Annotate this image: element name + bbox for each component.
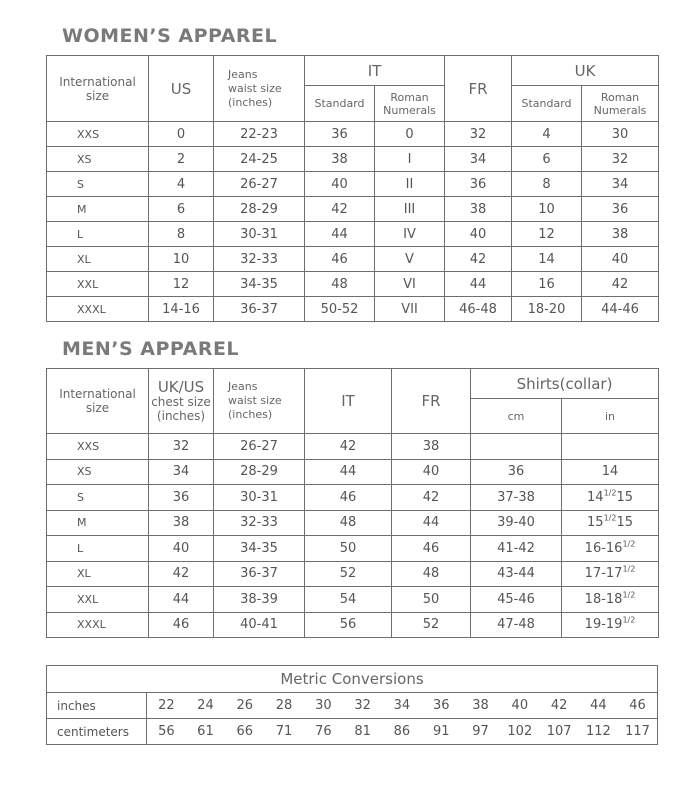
women-cell: XXXL bbox=[47, 297, 149, 322]
men-cell: 44 bbox=[149, 587, 214, 613]
women-cell: 30-31 bbox=[214, 222, 305, 247]
men-cell: 52 bbox=[392, 612, 471, 638]
metric-centimeters-value: 76 bbox=[315, 724, 332, 739]
women-cell: 42 bbox=[305, 197, 375, 222]
women-cell: 40 bbox=[305, 172, 375, 197]
women-cell: VI bbox=[375, 272, 445, 297]
men-row bbox=[47, 459, 659, 485]
men-cell: 38 bbox=[149, 510, 214, 536]
men-cell: $14^{1/2}15$ bbox=[562, 485, 659, 511]
women-row bbox=[47, 122, 659, 147]
women-cell: 18-20 bbox=[512, 297, 582, 322]
col-uk: UK bbox=[512, 56, 659, 86]
metric-centimeters-value: 97 bbox=[472, 724, 489, 739]
women-cell: L bbox=[47, 222, 149, 247]
women-cell: 4 bbox=[512, 122, 582, 147]
metric-conversions-table bbox=[46, 665, 658, 745]
metric-centimeters-value: 81 bbox=[354, 724, 371, 739]
women-cell: 2 bbox=[149, 147, 214, 172]
women-cell: 14 bbox=[512, 247, 582, 272]
metric-centimeters-value: 61 bbox=[197, 724, 214, 739]
metric-inches-label: inches bbox=[47, 693, 147, 719]
men-cell: 40 bbox=[149, 536, 214, 562]
metric-centimeters-value: 117 bbox=[625, 724, 650, 739]
women-cell: 34-35 bbox=[214, 272, 305, 297]
metric-centimeters-value: 71 bbox=[275, 724, 293, 739]
women-cell: 42 bbox=[582, 272, 659, 297]
women-cell: 46 bbox=[305, 247, 375, 272]
men-cell: $18-18^{1/2}$ bbox=[562, 587, 659, 613]
women-cell: II bbox=[375, 172, 445, 197]
men-cell: $17-17^{1/2}$ bbox=[562, 561, 659, 587]
metric-inches-value: 44 bbox=[579, 693, 618, 719]
col-us: US bbox=[149, 56, 214, 122]
men-cell: 32-33 bbox=[214, 510, 305, 536]
women-cell: 0 bbox=[375, 122, 445, 147]
men-cell: XL bbox=[47, 561, 149, 587]
women-cell: 36-37 bbox=[214, 297, 305, 322]
women-cell: 36 bbox=[582, 197, 659, 222]
men-cell: XXXL bbox=[47, 612, 149, 638]
men-col-international-size: International size bbox=[47, 369, 149, 434]
women-cell: 32 bbox=[445, 122, 512, 147]
men-cell: 42 bbox=[392, 485, 471, 511]
women-cell: 32 bbox=[582, 147, 659, 172]
metric-inches-value: 28 bbox=[264, 693, 303, 719]
women-cell: III bbox=[375, 197, 445, 222]
men-row bbox=[47, 612, 659, 638]
col-uk-roman: Roman Numerals bbox=[582, 86, 659, 122]
men-title: MEN’S APPAREL bbox=[62, 338, 240, 360]
men-cell: 14 bbox=[562, 459, 659, 485]
women-cell: 44 bbox=[305, 222, 375, 247]
metric-inches-value: 36 bbox=[422, 693, 461, 719]
men-cell: 50 bbox=[305, 536, 392, 562]
women-cell: 34 bbox=[445, 147, 512, 172]
metric-centimeters-value: 56 bbox=[158, 724, 175, 739]
women-cell: VII bbox=[375, 297, 445, 322]
women-cell: XXS bbox=[47, 122, 149, 147]
men-cell: 39-40 bbox=[471, 510, 562, 536]
metric-inches-value: 22 bbox=[147, 693, 186, 719]
women-cell: 6 bbox=[512, 147, 582, 172]
men-cell: XXS bbox=[47, 434, 149, 460]
col-jeans-waist: Jeans waist size (inches) bbox=[214, 56, 305, 122]
metric-title: Metric Conversions bbox=[47, 666, 658, 693]
men-cell: 41-42 bbox=[471, 536, 562, 562]
men-cell: 32 bbox=[149, 434, 214, 460]
metric-inches-value: 38 bbox=[461, 693, 500, 719]
women-size-table bbox=[46, 55, 659, 322]
women-cell: S bbox=[47, 172, 149, 197]
men-cell: M bbox=[47, 510, 149, 536]
col-uk-standard: Standard bbox=[512, 86, 582, 122]
women-row bbox=[47, 272, 659, 297]
metric-centimeters-value: 107 bbox=[546, 724, 572, 739]
metric-inches-value: 34 bbox=[382, 693, 421, 719]
men-row bbox=[47, 561, 659, 587]
men-col-it: IT bbox=[305, 369, 392, 434]
women-cell: I bbox=[375, 147, 445, 172]
col-it: IT bbox=[305, 56, 445, 86]
women-cell: 8 bbox=[512, 172, 582, 197]
metric-inches-value: 32 bbox=[343, 693, 382, 719]
women-cell: 32-33 bbox=[214, 247, 305, 272]
metric-inches-value: 40 bbox=[500, 693, 539, 719]
men-cell: 38 bbox=[392, 434, 471, 460]
col-international-size: International size bbox=[47, 56, 149, 122]
women-cell: 12 bbox=[512, 222, 582, 247]
women-cell: 0 bbox=[149, 122, 214, 147]
men-cell: $15^{1/2}15$ bbox=[562, 510, 659, 536]
men-col-fr: FR bbox=[392, 369, 471, 434]
women-cell: 44 bbox=[445, 272, 512, 297]
men-cell: 36 bbox=[149, 485, 214, 511]
men-col-shirts-in: in bbox=[562, 399, 659, 434]
men-row bbox=[47, 434, 659, 460]
men-cell: 46 bbox=[392, 536, 471, 562]
women-cell: 30 bbox=[582, 122, 659, 147]
women-cell: XS bbox=[47, 147, 149, 172]
women-cell: 36 bbox=[445, 172, 512, 197]
men-col-jeans-waist: Jeans waist size (inches) bbox=[214, 369, 305, 434]
men-row bbox=[47, 485, 659, 511]
women-cell: 50-52 bbox=[305, 297, 375, 322]
women-cell: 28-29 bbox=[214, 197, 305, 222]
men-row bbox=[47, 587, 659, 613]
men-cell: 34-35 bbox=[214, 536, 305, 562]
men-col-shirts-cm: cm bbox=[471, 399, 562, 434]
women-cell: 38 bbox=[582, 222, 659, 247]
women-row bbox=[47, 147, 659, 172]
women-cell: 10 bbox=[512, 197, 582, 222]
men-cell: 40-41 bbox=[214, 612, 305, 638]
men-cell: 45-46 bbox=[471, 587, 562, 613]
men-cell: 34 bbox=[149, 459, 214, 485]
women-cell: 10 bbox=[149, 247, 214, 272]
women-cell: 22-23 bbox=[214, 122, 305, 147]
men-cell: 26-27 bbox=[214, 434, 305, 460]
women-row bbox=[47, 172, 659, 197]
col-it-roman: Roman Numerals bbox=[375, 86, 445, 122]
metric-centimeters-value: 102 bbox=[507, 724, 533, 739]
col-it-standard: Standard bbox=[305, 86, 375, 122]
metric-centimeters-value: 66 bbox=[236, 724, 254, 739]
metric-centimeters-value: 112 bbox=[586, 724, 611, 739]
women-row bbox=[47, 222, 659, 247]
metric-inches-value: 26 bbox=[225, 693, 264, 719]
men-cell: 44 bbox=[305, 459, 392, 485]
women-cell: 44-46 bbox=[582, 297, 659, 322]
men-row bbox=[47, 536, 659, 562]
men-cell bbox=[562, 434, 659, 460]
men-row bbox=[47, 510, 659, 536]
women-cell: XXL bbox=[47, 272, 149, 297]
women-cell: XL bbox=[47, 247, 149, 272]
men-cell: 30-31 bbox=[214, 485, 305, 511]
men-cell: 36 bbox=[471, 459, 562, 485]
metric-inches-value: 24 bbox=[186, 693, 225, 719]
men-cell: 38-39 bbox=[214, 587, 305, 613]
women-cell: 26-27 bbox=[214, 172, 305, 197]
men-cell: 44 bbox=[392, 510, 471, 536]
women-cell: 12 bbox=[149, 272, 214, 297]
men-cell: 54 bbox=[305, 587, 392, 613]
men-cell: S bbox=[47, 485, 149, 511]
men-cell: 46 bbox=[149, 612, 214, 638]
women-cell: 48 bbox=[305, 272, 375, 297]
men-cell: XXL bbox=[47, 587, 149, 613]
men-cell: 48 bbox=[392, 561, 471, 587]
metric-centimeters-label: centimeters bbox=[47, 719, 147, 745]
men-cell: 50 bbox=[392, 587, 471, 613]
men-cell bbox=[471, 434, 562, 460]
men-cell: 46 bbox=[305, 485, 392, 511]
women-cell: IV bbox=[375, 222, 445, 247]
women-cell: 40 bbox=[445, 222, 512, 247]
women-cell: 46-48 bbox=[445, 297, 512, 322]
men-col-shirts: Shirts(collar) bbox=[471, 369, 659, 399]
women-cell: 24-25 bbox=[214, 147, 305, 172]
women-cell: 36 bbox=[305, 122, 375, 147]
women-title: WOMEN’S APPAREL bbox=[62, 25, 278, 47]
women-row bbox=[47, 297, 659, 322]
metric-centimeters-value: 91 bbox=[432, 724, 450, 739]
metric-inches-value: 46 bbox=[618, 693, 657, 719]
men-cell: 47-48 bbox=[471, 612, 562, 638]
metric-inches-value: 42 bbox=[539, 693, 578, 719]
women-cell: 38 bbox=[445, 197, 512, 222]
men-col-chest: UK/US chest size (inches) bbox=[149, 369, 214, 434]
men-cell: 52 bbox=[305, 561, 392, 587]
men-cell: XS bbox=[47, 459, 149, 485]
men-cell: 42 bbox=[305, 434, 392, 460]
women-cell: 16 bbox=[512, 272, 582, 297]
women-cell: 38 bbox=[305, 147, 375, 172]
women-cell: 8 bbox=[149, 222, 214, 247]
men-cell: $16-16^{1/2}$ bbox=[562, 536, 659, 562]
women-cell: M bbox=[47, 197, 149, 222]
men-cell: 37-38 bbox=[471, 485, 562, 511]
women-cell: V bbox=[375, 247, 445, 272]
men-cell: 40 bbox=[392, 459, 471, 485]
men-size-table bbox=[46, 368, 659, 638]
women-cell: 6 bbox=[149, 197, 214, 222]
men-cell: 28-29 bbox=[214, 459, 305, 485]
men-cell: L bbox=[47, 536, 149, 562]
men-cell: $19-19^{1/2}$ bbox=[562, 612, 659, 638]
women-cell: 34 bbox=[582, 172, 659, 197]
metric-inches-value: 30 bbox=[304, 693, 343, 719]
men-cell: 42 bbox=[149, 561, 214, 587]
men-cell: 48 bbox=[305, 510, 392, 536]
men-cell: 56 bbox=[305, 612, 392, 638]
women-row bbox=[47, 247, 659, 272]
women-cell: 4 bbox=[149, 172, 214, 197]
women-cell: 40 bbox=[582, 247, 659, 272]
women-cell: 14-16 bbox=[149, 297, 214, 322]
col-fr: FR bbox=[445, 56, 512, 122]
men-cell: 43-44 bbox=[471, 561, 562, 587]
women-cell: 42 bbox=[445, 247, 512, 272]
women-row bbox=[47, 197, 659, 222]
men-cell: 36-37 bbox=[214, 561, 305, 587]
metric-centimeters-value: 86 bbox=[393, 724, 411, 739]
